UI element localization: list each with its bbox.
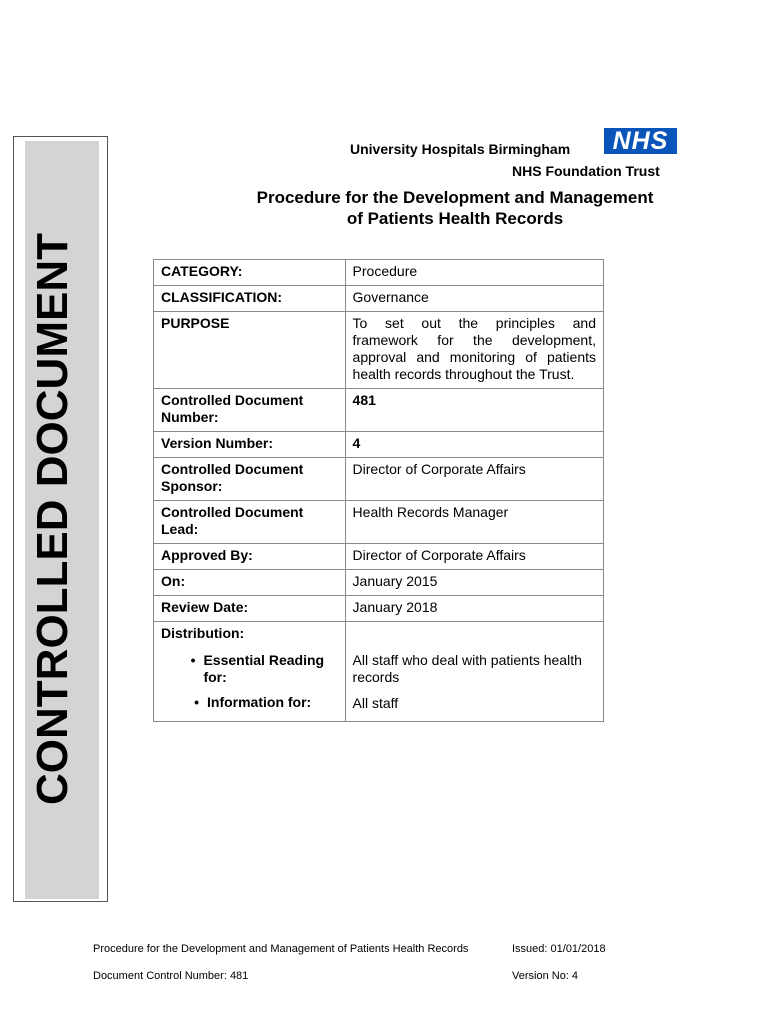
distribution-value <box>345 622 603 722</box>
approved-on-value: January 2015 <box>345 570 603 596</box>
table-row <box>154 286 604 312</box>
approved-by-value: Director of Corporate Affairs <box>345 544 603 570</box>
distribution-label: Distribution: <box>161 625 245 641</box>
nhs-logo: NHS <box>604 128 677 154</box>
essential-reading-value: All staff who deal with patients health records <box>352 652 582 685</box>
table-row <box>154 570 604 596</box>
version-number-value: 4 <box>345 432 603 458</box>
essential-reading-key: Essential Reading for: <box>203 652 325 685</box>
table-row <box>154 389 604 432</box>
table-row <box>154 501 604 544</box>
table-row <box>154 622 604 722</box>
footer-control-number: Document Control Number: 481 <box>93 970 249 982</box>
bullet-icon: • <box>190 652 196 668</box>
document-metadata-table <box>153 259 604 722</box>
purpose-key: PURPOSE <box>154 312 346 389</box>
review-date-value: January 2018 <box>345 596 603 622</box>
classification-value: Governance <box>345 286 603 312</box>
classification-key: CLASSIFICATION: <box>154 286 346 312</box>
approved-on-key: On: <box>154 570 346 596</box>
sponsor-key: Controlled Document Sponsor: <box>154 458 346 501</box>
purpose-value: To set out the principles and framework for the development, approval and monitoring of patients health records throughout the Trust. <box>345 312 603 389</box>
bullet-icon: • <box>194 694 199 710</box>
version-number-key: Version Number: <box>154 432 346 458</box>
lead-key: Controlled Document Lead: <box>154 501 346 544</box>
document-title <box>220 187 690 229</box>
controlled-document-label: CONTROLLED DOCUMENT <box>28 233 77 805</box>
footer-document-title: Procedure for the Development and Management of Patients Health Records <box>93 943 469 955</box>
information-for-value: All staff <box>352 695 399 711</box>
table-row <box>154 458 604 501</box>
category-key: CATEGORY: <box>154 260 346 286</box>
table-row <box>154 544 604 570</box>
document-number-value: 481 <box>345 389 603 432</box>
approved-by-key: Approved By: <box>154 544 346 570</box>
table-row <box>154 432 604 458</box>
organisation-name: University Hospitals Birmingham <box>350 141 571 157</box>
document-title-line-1: Procedure for the Development and Management <box>256 188 654 207</box>
distribution-key <box>154 622 346 722</box>
table-row <box>154 596 604 622</box>
category-value: Procedure <box>345 260 603 286</box>
information-for-key: Information for: <box>207 694 312 710</box>
footer-version: Version No: 4 <box>512 970 579 982</box>
sponsor-value: Director of Corporate Affairs <box>345 458 603 501</box>
review-date-key: Review Date: <box>154 596 346 622</box>
lead-value: Health Records Manager <box>345 501 603 544</box>
table-row <box>154 260 604 286</box>
document-title-line-2: of Patients Health Records <box>346 209 564 228</box>
list-item <box>161 652 338 686</box>
footer-issued-date: Issued: 01/01/2018 <box>512 943 606 955</box>
list-item <box>161 694 338 711</box>
document-number-key: Controlled Document Number: <box>154 389 346 432</box>
table-row <box>154 312 604 389</box>
organisation-subtitle: NHS Foundation Trust <box>512 163 660 179</box>
